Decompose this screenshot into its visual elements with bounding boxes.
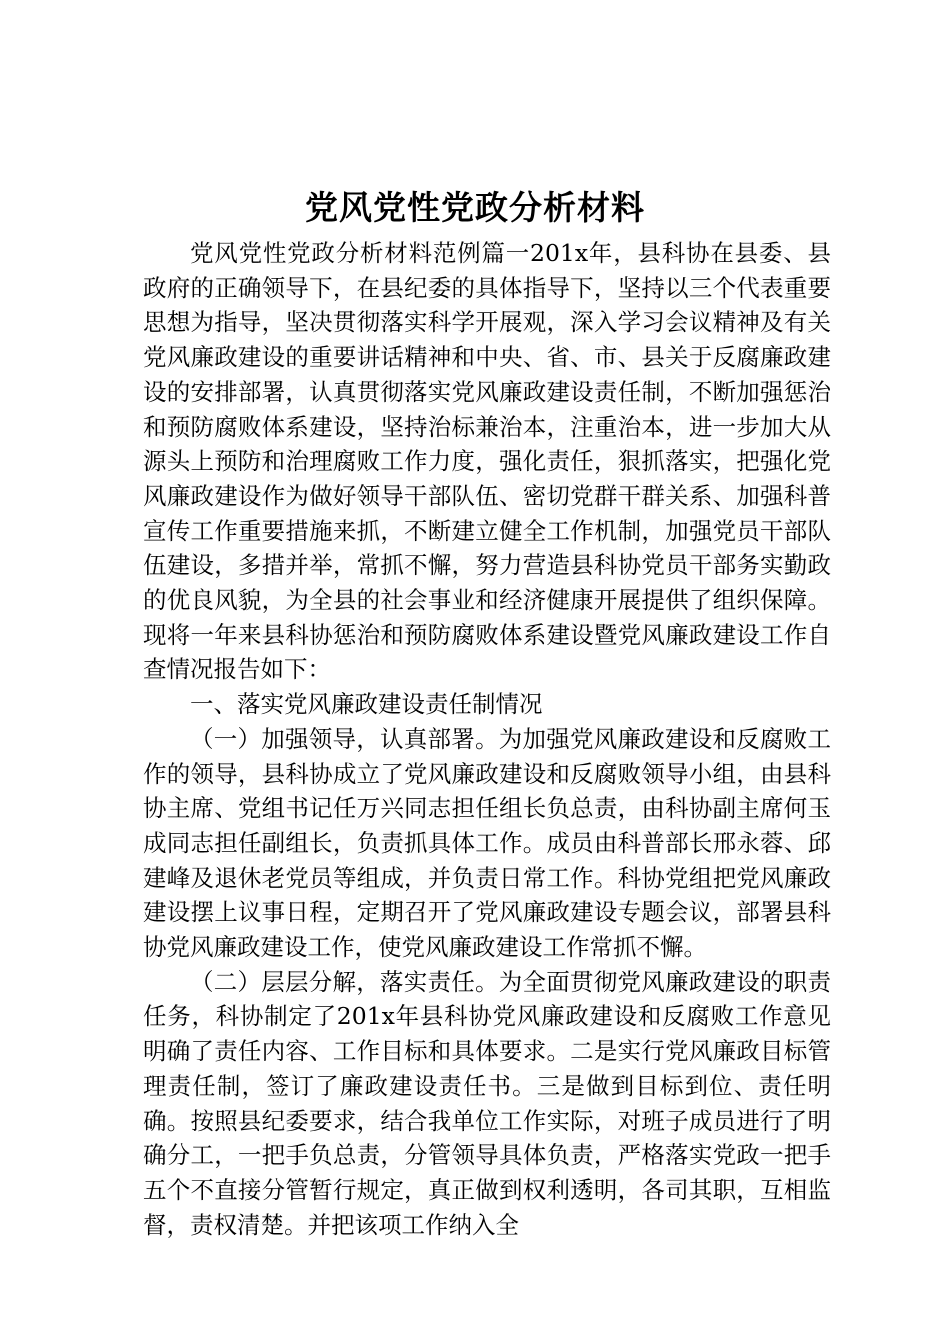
- paragraph-leadership: （一）加强领导，认真部署。为加强党风廉政建设和反腐败工作的领导，县科协成立了党风廉政建设和反腐败领导小组，由县科协主席、党组书记任万兴同志担任组长负总责，由科协副主席何玉成同志担任副组长，负责抓具体工作。成员由科普部长邢永蓉、邱建峰及退休老党员等组成，并负责日常工作。科协党组把党风廉政建设摆上议事日程，定期召开了党风廉政建设专题会议，部署县科协党风廉政建设工作，使党风廉政建设工作常抓不懈。: [143, 724, 831, 962]
- document-title: 党风党性党政分析材料: [305, 188, 645, 227]
- paragraph-intro: 党风党性党政分析材料范例篇一201x年，县科协在县委、县政府的正确领导下，在县纪委的具体指导下，坚持以三个代表重要思想为指导，坚决贯彻落实科学开展观，深入学习会议精神及有关党风廉政建设的重要讲话精神和中央、省、市、县关于反腐廉政建设的安排部署，认真贯彻落实党风廉政建设责任制，不断加强惩治和预防腐败体系建设，坚持治标兼治本，注重治本，进一步加大从源头上预防和治理腐败工作力度，强化责任，狠抓落实，把强化党风廉政建设作为做好领导干部队伍、密切党群干群关系、加强科普宣传工作重要措施来抓，不断建立健全工作机制，加强党员干部队伍建设，多措并举，常抓不懈，努力营造县科协党员干部务实勤政的优良风貌，为全县的社会事业和经济健康开展提供了组织保障。现将一年来县科协惩治和预防腐败体系建设暨党风廉政建设工作自查情况报告如下：: [143, 239, 831, 684]
- document-body: [143, 236, 831, 1242]
- section-heading-1: 一、落实党风廉政建设责任制情况: [190, 690, 543, 719]
- paragraph-responsibility: （二）层层分解，落实责任。为全面贯彻党风廉政建设的职责任务，科协制定了201x年县科协党风廉政建设和反腐败工作意见明确了责任内容、工作目标和具体要求。二是实行党风廉政目标管理责任制，签订了廉政建设责任书。三是做到目标到位、责任明确。按照县纪委要求，结合我单位工作实际，对班子成员进行了明确分工，一把手负总责，分管领导具体负责，严格落实党政一把手五个不直接分管暂行规定，真正做到权利透明，各司其职，互相监督，责权清楚。并把该项工作纳入全: [143, 967, 831, 1239]
